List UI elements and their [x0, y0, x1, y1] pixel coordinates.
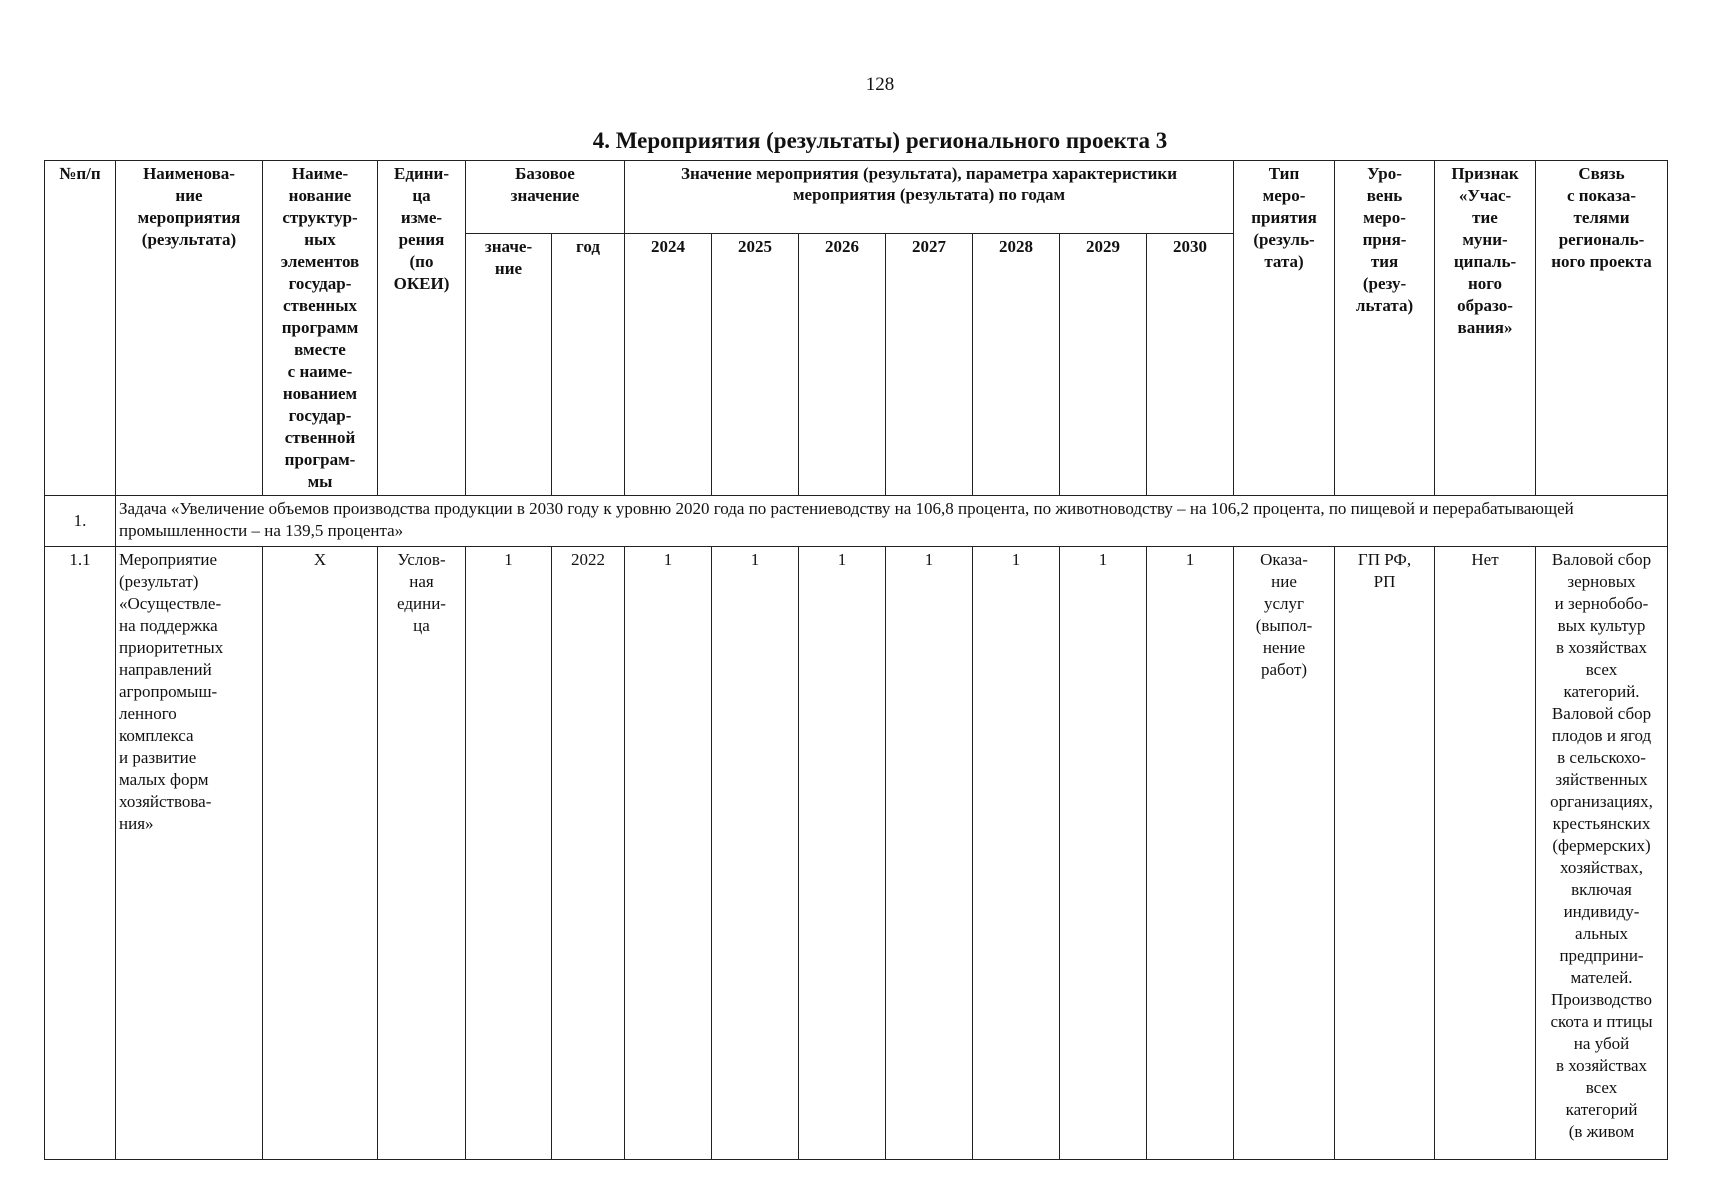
row-base-year: 2022	[552, 547, 625, 1160]
header-year-2027: 2027	[886, 234, 973, 496]
row-unit: Услов- ная едини- ца	[378, 547, 466, 1160]
header-measure-name: Наименова- ние мероприятия (результата)	[116, 161, 263, 496]
row-municipal-participation: Нет	[1435, 547, 1536, 1160]
row-base-value: 1	[466, 547, 552, 1160]
header-unit: Едини- ца изме- рения (по ОКЕИ)	[378, 161, 466, 496]
header-year-2024: 2024	[625, 234, 712, 496]
header-values-by-year: Значение мероприятия (результата), параметра характеристики мероприятия (результата) по годам	[625, 161, 1234, 234]
header-link-indicators: Связь с показа- телями региональ- ного проекта	[1536, 161, 1668, 496]
row-value-2027: 1	[886, 547, 973, 1160]
header-number: №п/п	[45, 161, 116, 496]
row-measure-level: ГП РФ, РП	[1335, 547, 1435, 1160]
row-number: 1.1	[45, 547, 116, 1160]
header-base-value: Базовое значение	[466, 161, 625, 234]
header-municipal-participation: Признак «Учас- тие муни- ципаль- ного образо- вания»	[1435, 161, 1536, 496]
measures-table	[44, 160, 1704, 1160]
header-base-value-year: год	[552, 234, 625, 496]
document-title: 4. Мероприятия (результаты) регионального проекта 3	[592, 128, 1168, 153]
header-year-2028: 2028	[973, 234, 1060, 496]
header-measure-type: Тип меро- приятия (резуль- тата)	[1234, 161, 1335, 496]
row-value-2029: 1	[1060, 547, 1147, 1160]
row-measure-type: Оказа- ние услуг (выпол- нение работ)	[1234, 547, 1335, 1160]
header-year-2026: 2026	[799, 234, 886, 496]
header-base-value-value: значе- ние	[466, 234, 552, 496]
row-value-2030: 1	[1147, 547, 1234, 1160]
header-spacer	[1668, 270, 1704, 496]
row-measure-name: Мероприятие (результат) «Осуществле- на поддержка приоритетных направлений агропромыш- ленного комплекса и развитие малых форм хозяйствова- ния»	[116, 547, 263, 1160]
table-row	[45, 547, 1704, 1160]
row-value-2026: 1	[799, 547, 886, 1160]
task-row	[45, 496, 1704, 547]
header-year-2025: 2025	[712, 234, 799, 496]
row-structural-element: X	[263, 547, 378, 1160]
page-number: 128	[865, 74, 895, 95]
row-value-2028: 1	[973, 547, 1060, 1160]
header-year-2030: 2030	[1147, 234, 1234, 496]
row-link-indicators: Валовой сбор зерновых и зернобобо- вых культур в хозяйствах всех категорий. Валовой сбор плодов и ягод в сельскохо- зяйственных организациях, крестьянских (фермерских) хозяйствах, включая индивиду- альных предприни- мателей. Производство скота и птицы на убой в хозяйствах всех категорий (в живом	[1536, 547, 1668, 1160]
header-measure-level: Уро- вень меро- прня- тия (резу- льтата)	[1335, 161, 1435, 496]
header-structural-elements: Наиме- нование структур- ных элементов государ- ственных программ вместе с наиме- нованием государ- ственной програм- мы	[263, 161, 378, 496]
row-value-2024: 1	[625, 547, 712, 1160]
header-row-1	[45, 161, 1704, 234]
task-text: Задача «Увеличение объемов производства продукции в 2030 году к уровню 2020 года по растениеводству на 106,8 процента, по животноводству – на 106,2 процента, по пищевой и перерабатывающей промышленности – на 139,5 процента»	[116, 496, 1668, 547]
task-number: 1.	[45, 496, 116, 547]
header-year-2029: 2029	[1060, 234, 1147, 496]
row-value-2025: 1	[712, 547, 799, 1160]
